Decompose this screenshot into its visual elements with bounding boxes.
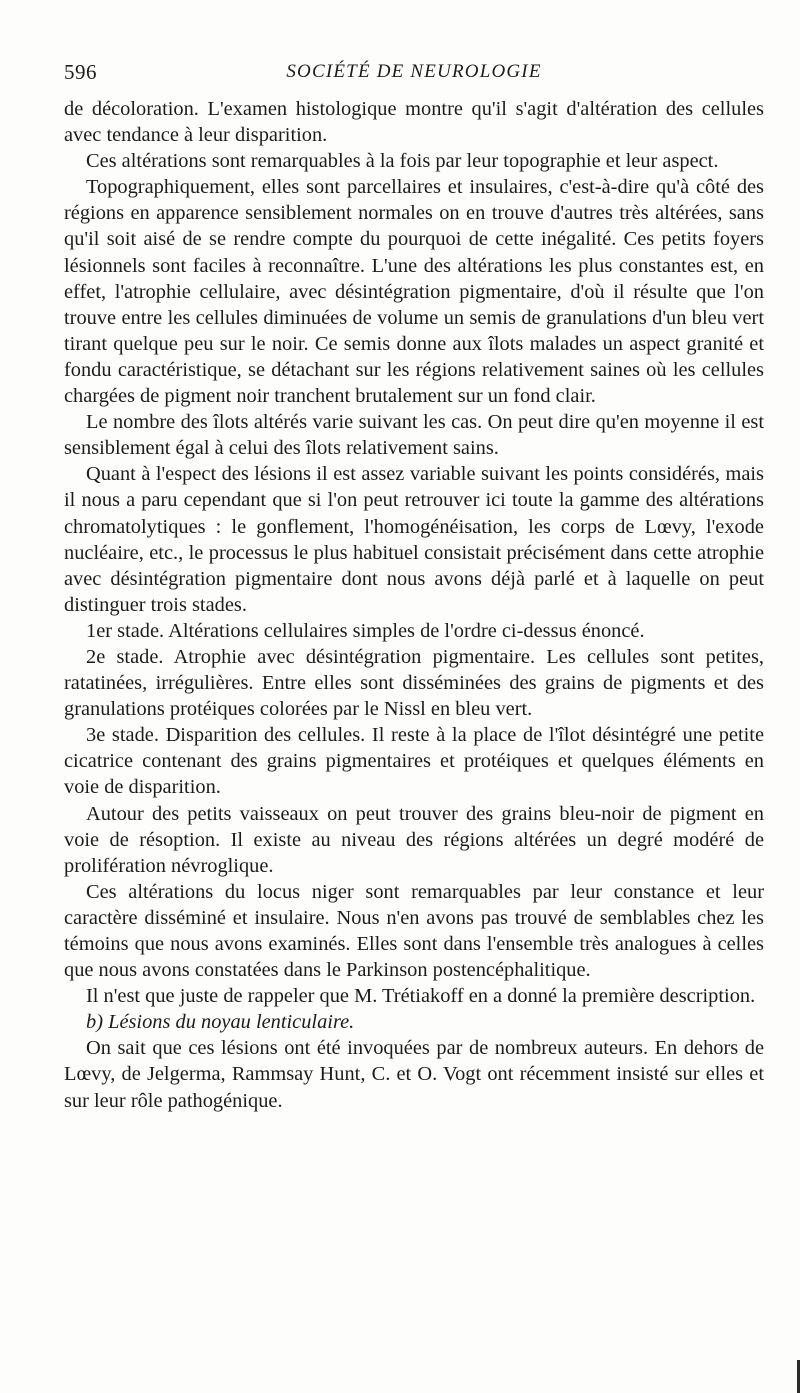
paragraph: Autour des petits vaisseaux on peut trouver des grains bleu-noir de pigment en voie de résoption. Il existe au niveau des régions altérées un degré modéré de prolifération névroglique.: [64, 802, 764, 877]
running-head: SOCIÉTÉ DE NEUROLOGIE: [286, 61, 542, 82]
paragraph-stage-3: 3e stade. Disparition des cellules. Il reste à la place de l'îlot désintégré une petite cicatrice contenant des grains pigmentaires et protéiques et quelques éléments en voie de disparition.: [64, 724, 764, 799]
paragraph-final: On sait que ces lésions ont été invoquées par de nombreux auteurs. En dehors de Lœvy, de Jelgerma, Rammsay Hunt, C. et O. Vogt ont récemment insisté sur elles et sur leur rôle pathogénique.: [64, 1037, 764, 1112]
section-label: b): [86, 1011, 103, 1034]
paragraph: Il n'est que juste de rappeler que M. Trétiakoff en a donné la première description.: [86, 985, 756, 1008]
paragraph: Quant à l'espect des lésions il est assez variable suivant les points considérés, mais il nous a paru cependant que si l'on peut retrouver ici toute la gamme des altérations chromatolytiques : le gonflement, l'homogénéisation, les corps de Lœvy, l'exode nucléaire, etc., le processus le plus habituel consistait précisément dans cette atrophie avec désintégration pigmentaire dont nous avons déjà parlé et à laquelle on peut distinguer trois stades.: [64, 463, 764, 616]
section-title: Lésions du noyau lenticulaire.: [108, 1011, 355, 1034]
paragraph-stage-1: 1er stade. Altérations cellulaires simples de l'ordre ci-dessus énoncé.: [86, 619, 645, 642]
page-number: 596: [64, 60, 97, 84]
paragraph: Le nombre des îlots altérés varie suivant les cas. On peut dire qu'en moyenne il est sensiblement égal à celui des îlots relativement sains.: [64, 411, 764, 460]
paragraph: Ces altérations sont remarquables à la fois par leur topographie et leur aspect.: [86, 150, 719, 173]
paragraph: Ces altérations du locus niger sont remarquables par leur constance et leur caractère disséminé et insulaire. Nous n'en avons pas trouvé de semblables chez les témoins que nous avons examinés. Elles sont dans l'ensemble très analogues à celles que nous avons constatées dans le Parkinson postencéphalitique.: [64, 880, 764, 982]
paragraph: Topographiquement, elles sont parcellaires et insulaires, c'est-à-dire qu'à côté des régions en apparence sensiblement normales on en trouve d'autres très altérées, sans qu'il soit aisé de se rendre compte du pourquoi de cette inégalité. Ces petits foyers lésionnels sont faciles à reconnaître. L'une des altérations les plus constantes est, en effet, l'atrophie cellulaire, avec désintégration pigmentaire, d'où il résulte que l'on trouve entre les cellules diminuées de volume un semis de granulations d'un bleu vert tirant quelque peu sur le noir. Ce semis donne aux îlots malades un aspect granité et fondu caractéristique, se détachant sur les régions relativement saines où les cellules chargées de pigment noir tranchent brutalement sur un fond clair.: [64, 176, 764, 408]
paragraph-continuation: de décoloration. L'examen histologique montre qu'il s'agit d'altération des cellules avec tendance à leur disparition.: [64, 98, 764, 147]
paragraph-stage-2: 2e stade. Atrophie avec désintégration pigmentaire. Les cellules sont petites, ratatinées, irrégulières. Entre elles sont disséminées des grains de pigments et des granulations protéiques colorées par le Nissl en bleu vert.: [64, 645, 764, 721]
body-text: [64, 96, 764, 1114]
page-header: [64, 56, 764, 88]
section-heading: [64, 1009, 764, 1035]
